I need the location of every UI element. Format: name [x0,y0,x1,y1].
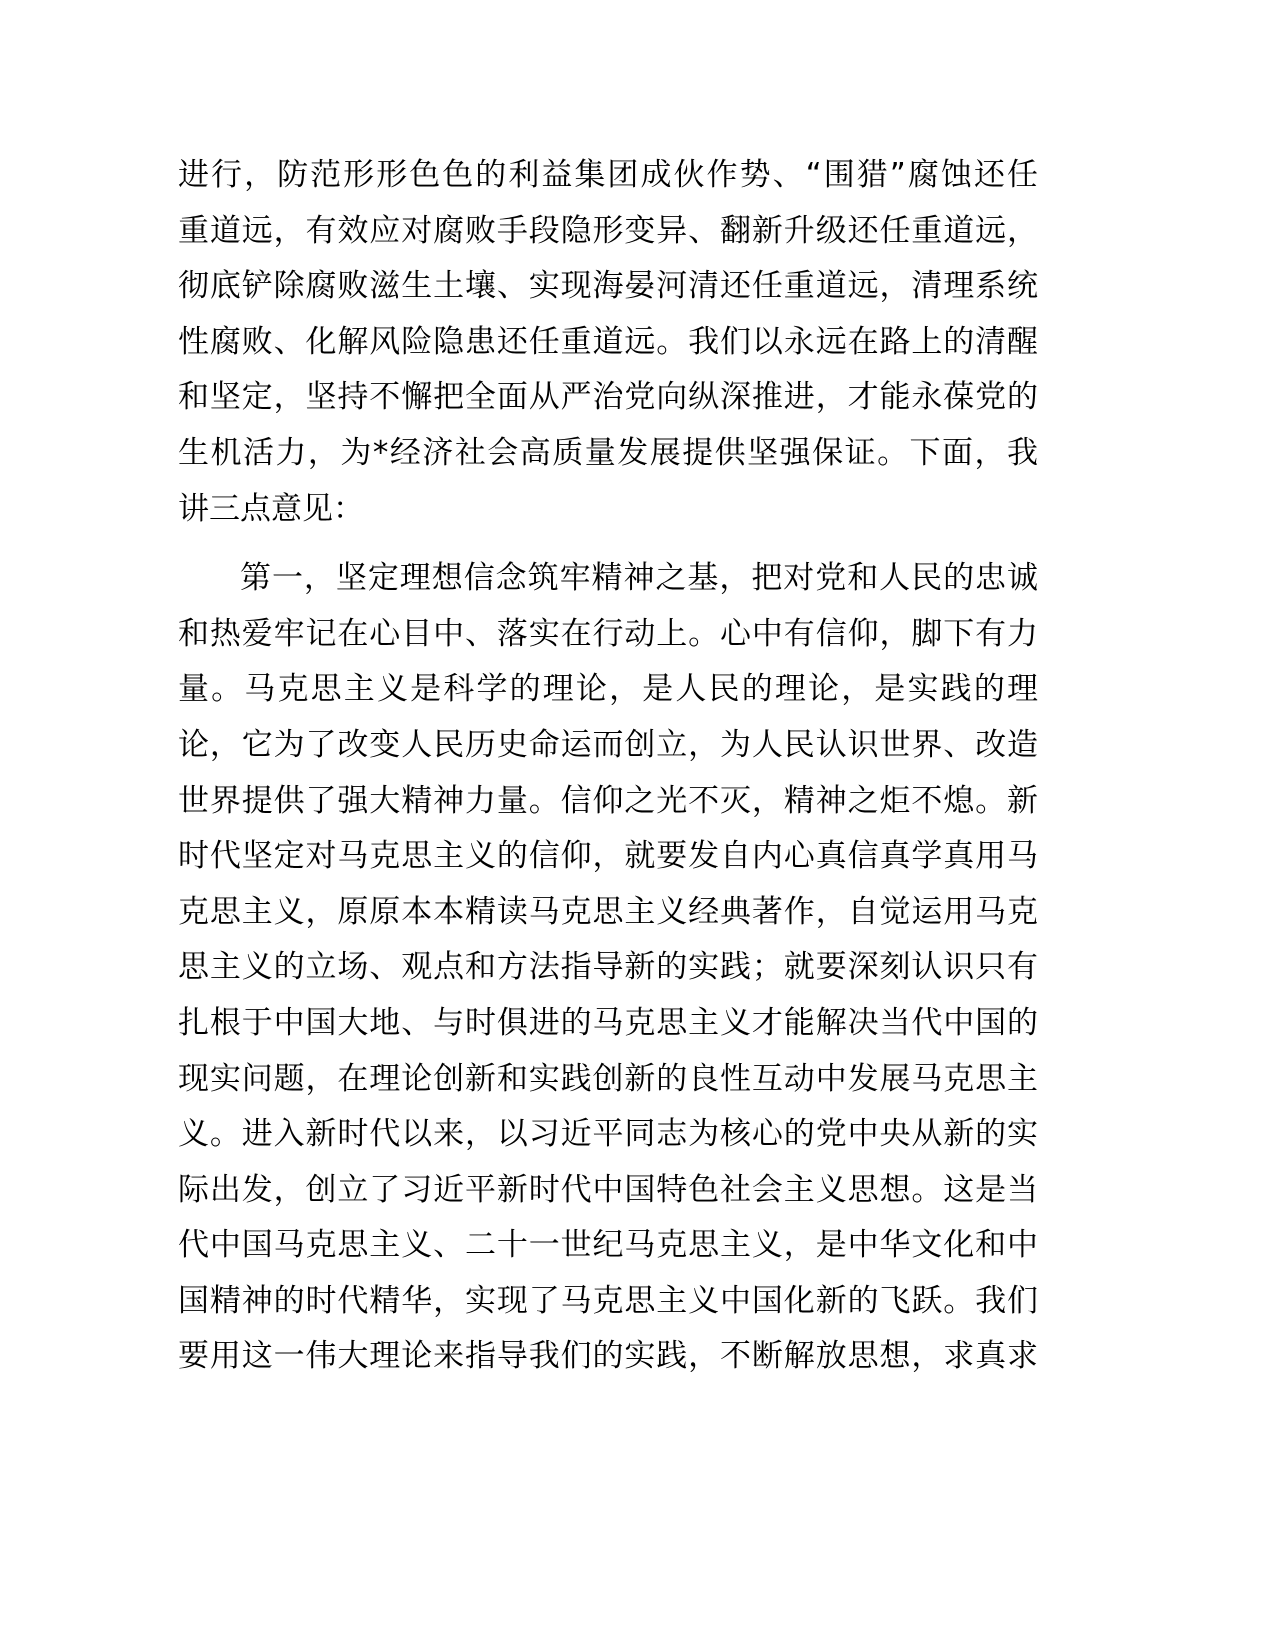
text-line: 扎根于中国大地、与时俱进的马克思主义才能解决当代中国的 [178,1004,1038,1041]
text-line: 讲三点意见： [178,490,364,527]
text-line: 思主义的立场、观点和方法指导新的实践；就要深刻认识只有 [178,949,1038,986]
text-line: 重道远，有效应对腐败手段隐形变异、翻新升级还任重道远， [178,212,1038,249]
paragraph-1 [178,148,1038,537]
text-line: 量。马克思主义是科学的理论，是人民的理论，是实践的理 [178,671,1038,708]
body-text [178,148,1038,1385]
text-line: 要用这一伟大理论来指导我们的实践，不断解放思想，求真求 [178,1338,1038,1375]
text-line: 克思主义，原原本本精读马克思主义经典著作，自觉运用马克 [178,893,1038,930]
text-line: 进行，防范形形色色的利益集团成伙作势、“围猎”腐蚀还任 [178,157,1038,193]
text-line: 世界提供了强大精神力量。信仰之光不灭，精神之炬不熄。新 [178,782,1038,819]
text-line: 义。进入新时代以来，以习近平同志为核心的党中央从新的实 [178,1116,1038,1153]
text-line: 际出发，创立了习近平新时代中国特色社会主义思想。这是当 [178,1171,1038,1208]
text-line: 生机活力，为*经济社会高质量发展提供坚强保证。下面，我 [178,434,1038,471]
text-line: 现实问题，在理论创新和实践创新的良性互动中发展马克思主 [178,1060,1038,1097]
text-line: 和热爱牢记在心目中、落实在行动上。心中有信仰，脚下有力 [178,615,1038,652]
text-line: 国精神的时代精华，实现了马克思主义中国化新的飞跃。我们 [178,1282,1038,1319]
text-line: 彻底铲除腐败滋生土壤、实现海晏河清还任重道远，清理系统 [178,268,1038,305]
text-line: 和坚定，坚持不懈把全面从严治党向纵深推进，才能永葆党的 [178,379,1038,416]
paragraph-spacing [178,537,1038,551]
text-line: 代中国马克思主义、二十一世纪马克思主义，是中华文化和中 [178,1227,1038,1264]
paragraph-2 [178,551,1038,1385]
text-line: 性腐败、化解风险隐患还任重道远。我们以永远在路上的清醒 [178,323,1038,360]
text-line: 论，它为了改变人民历史命运而创立，为人民认识世界、改造 [178,726,1038,763]
text-line: 第一，坚定理想信念筑牢精神之基，把对党和人民的忠诚 [240,560,1038,597]
text-line: 时代坚定对马克思主义的信仰，就要发自内心真信真学真用马 [178,838,1038,875]
